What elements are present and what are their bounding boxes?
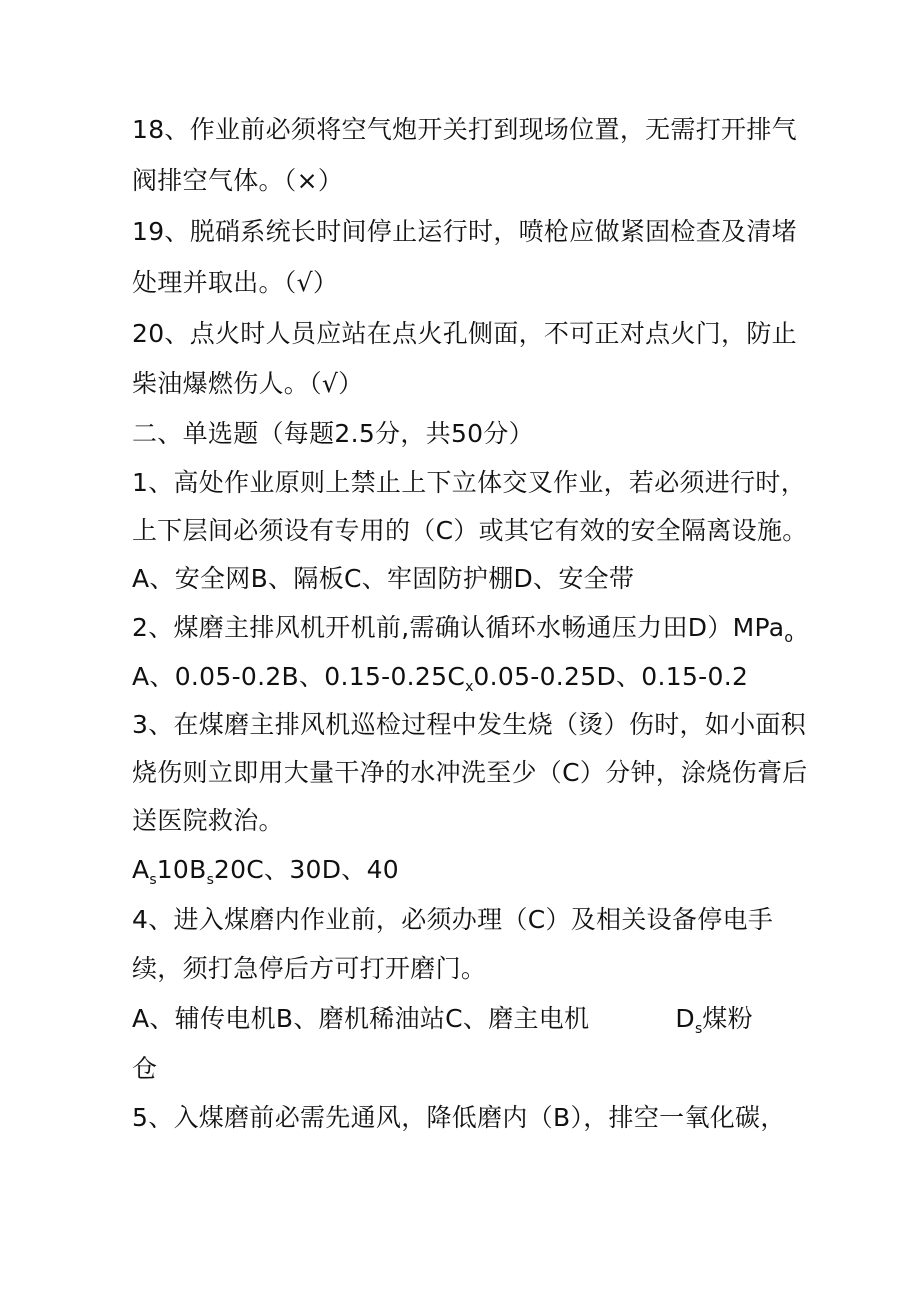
mc3-options-sub-1: s — [149, 872, 157, 888]
mc1-line-2: 上下层间必须设有专用的（C）或其它有效的安全隔离设施。 — [132, 516, 808, 545]
mc3-options-a: A — [132, 855, 150, 884]
mc4-options-d: D — [675, 1004, 695, 1033]
mc4-options-d-text: 煤粉 — [702, 1004, 753, 1033]
mc2-text: 2、煤磨主排风机开机前,需确认循环水畅通压力田D）MPa — [132, 613, 785, 642]
mc4-options-subscript: s — [694, 1021, 703, 1037]
q19-line-1: 19、脱硝系统长时间停止运行时，喷枪应做紧固检查及清堵 — [132, 217, 797, 246]
mc3-options-c-d: 20C、30D、40 — [213, 855, 400, 884]
q20-line-2: 柴油爆燃伤人。（√） — [132, 369, 364, 398]
mc3-options — [132, 853, 399, 897]
mc4-options-wrap: 仓 — [132, 1054, 158, 1083]
mc4-line-2: 续，须打急停后方可打开磨门。 — [132, 954, 487, 983]
mc1-options: A、安全网B、隔板C、牢固防护棚D、安全带 — [132, 564, 635, 593]
mc3-options-sub-2: s — [206, 872, 214, 888]
mc5-line-1: 5、入煤磨前必需先通风，降低磨内（B），排空一氧化碳， — [132, 1103, 786, 1132]
mc4-options-a-c: A、辅传电机B、磨机稀油站C、磨主电机 — [132, 1004, 590, 1033]
mc1-line-1: 1、高处作业原则上禁止上下立体交叉作业，若必须进行时， — [132, 468, 807, 497]
mc2-subscript: o — [784, 630, 793, 646]
mc3-line-1: 3、在煤磨主排风机巡检过程中发生烧（烫）伤时，如小面积 — [132, 710, 807, 739]
mc2-options-subscript: x — [465, 679, 474, 695]
q18-line-2: 阀排空气体。（×） — [132, 166, 344, 195]
q18-line-1: 18、作业前必须将空气炮开关打到现场位置，无需打开排气 — [132, 115, 797, 144]
q19-line-2: 处理并取出。（√） — [132, 268, 339, 297]
mc4-options — [132, 1002, 753, 1046]
mc2-options-c-d: 0.05-0.25D、0.15-0.2 — [473, 662, 749, 691]
section-heading-single-choice: 二、单选题（每题2.5分，共50分） — [132, 419, 534, 448]
mc3-line-2: 烧伤则立即用大量干净的水冲洗至少（C）分钟，涂烧伤膏后 — [132, 758, 808, 787]
mc2-options — [132, 660, 748, 704]
mc2-line-1 — [132, 611, 793, 655]
q20-line-1: 20、点火时人员应站在点火孔侧面，不可正对点火门，防止 — [132, 319, 797, 348]
mc2-options-a-b: A、0.05-0.2B、0.15-0.25C — [132, 662, 466, 691]
mc3-line-3: 送医院救治。 — [132, 806, 284, 835]
mc3-options-b: 10B — [156, 855, 207, 884]
mc4-line-1: 4、进入煤磨内作业前，必须办理（C）及相关设备停电手 — [132, 905, 774, 934]
